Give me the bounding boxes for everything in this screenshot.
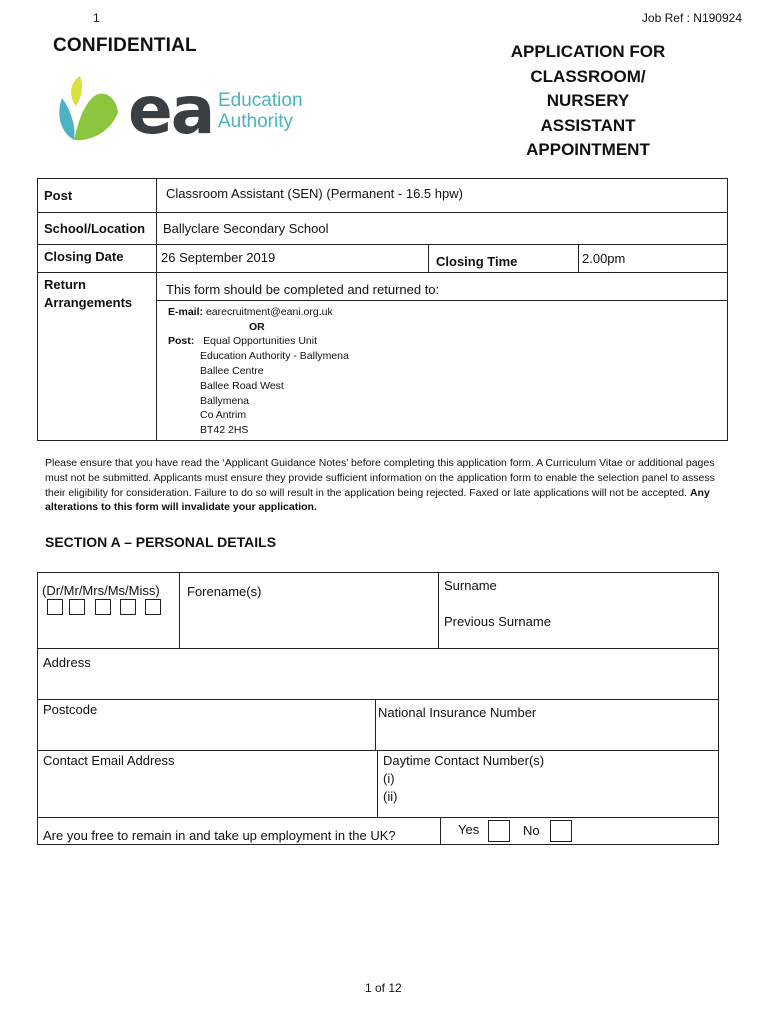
title-line: APPLICATION FOR bbox=[510, 42, 666, 61]
confidential-label: CONFIDENTIAL bbox=[53, 35, 197, 56]
address-line: Ballee Centre bbox=[200, 365, 264, 377]
title-label: (Dr/Mr/Mrs/Ms/Miss) bbox=[42, 583, 160, 598]
closing-date-label: Closing Date bbox=[44, 249, 124, 264]
or-label: OR bbox=[249, 321, 265, 333]
page-count: 1 of 12 bbox=[365, 981, 402, 995]
title-mrs-checkbox[interactable] bbox=[95, 599, 111, 615]
title-line: APPOINTMENT bbox=[526, 140, 650, 159]
daytime-number-label: Daytime Contact Number(s) bbox=[383, 753, 545, 768]
forename-label: Forename(s) bbox=[187, 584, 262, 599]
email-label: E-mail: bbox=[168, 306, 204, 318]
return-intro: This form should be completed and returned to: bbox=[166, 282, 440, 297]
email-value: earecruitment@eani.org.uk bbox=[205, 306, 333, 318]
address-line: Ballee Road West bbox=[200, 380, 284, 392]
notice-text: Please ensure that you have read the ‘Applicant Guidance Notes’ before completing this application form. A Curriculum Vitae or additional pages must not be submitted. Applicants must ensure they provide sufficient information on the application form to enable the selection panel to assess their eligibility for consideration. Failure to do so will result in the application being rejected. Faxed or late applications will not be accepted. bbox=[45, 457, 715, 499]
address-line: Education Authority - Ballymena bbox=[200, 350, 349, 362]
address-line: Ballymena bbox=[200, 395, 250, 407]
previous-surname-label: Previous Surname bbox=[444, 614, 551, 629]
post-address-label: Post: bbox=[168, 335, 195, 347]
logo-word-education: Education bbox=[218, 90, 303, 111]
uk-no-checkbox[interactable] bbox=[550, 820, 572, 842]
title-mr-checkbox[interactable] bbox=[69, 599, 85, 615]
logo-ea-mark: ea bbox=[128, 72, 214, 149]
address-line: Co Antrim bbox=[200, 409, 247, 421]
uk-employment-question: Are you free to remain in and take up employment in the UK? bbox=[43, 828, 396, 843]
yes-label: Yes bbox=[458, 822, 480, 837]
daytime-number-ii: (ii) bbox=[383, 789, 398, 804]
closing-time-label: Closing Time bbox=[436, 254, 518, 269]
surname-label: Surname bbox=[444, 578, 497, 593]
title-line: CLASSROOM/ bbox=[530, 66, 646, 86]
title-ms-checkbox[interactable] bbox=[120, 599, 136, 615]
page-number: 1 bbox=[93, 11, 100, 25]
post-label: Post bbox=[44, 188, 73, 203]
closing-date-value: 26 September 2019 bbox=[161, 250, 276, 265]
address-line: BT42 2HS bbox=[200, 424, 249, 436]
school-value: Ballyclare Secondary School bbox=[163, 221, 329, 236]
title-miss-checkbox[interactable] bbox=[145, 599, 161, 615]
closing-time-value: 2.00pm bbox=[582, 251, 626, 266]
title-line: ASSISTANT bbox=[540, 115, 636, 135]
post-value: Classroom Assistant (SEN) (Permanent - 16.5 hpw) bbox=[166, 186, 463, 201]
title-line: NURSERY bbox=[546, 91, 630, 110]
no-label: No bbox=[523, 823, 540, 838]
contact-email-label: Contact Email Address bbox=[43, 753, 175, 768]
arrangements-label: Arrangements bbox=[44, 295, 133, 310]
title-dr-checkbox[interactable] bbox=[47, 599, 63, 615]
return-label: Return bbox=[44, 277, 86, 292]
notice-bold: Any alterations to this form will invalidate your application. bbox=[45, 486, 710, 514]
ni-number-label: National Insurance Number bbox=[378, 705, 537, 720]
address-label: Address bbox=[43, 655, 91, 670]
logo-word-authority: Authority bbox=[218, 111, 293, 132]
job-ref: Job Ref : N190924 bbox=[641, 11, 742, 25]
postcode-label: Postcode bbox=[43, 702, 98, 717]
school-label: School/Location bbox=[44, 221, 146, 236]
daytime-number-i: (i) bbox=[383, 771, 395, 786]
uk-yes-checkbox[interactable] bbox=[488, 820, 510, 842]
address-line: Equal Opportunities Unit bbox=[203, 335, 317, 347]
section-a-heading: SECTION A – PERSONAL DETAILS bbox=[45, 534, 277, 550]
